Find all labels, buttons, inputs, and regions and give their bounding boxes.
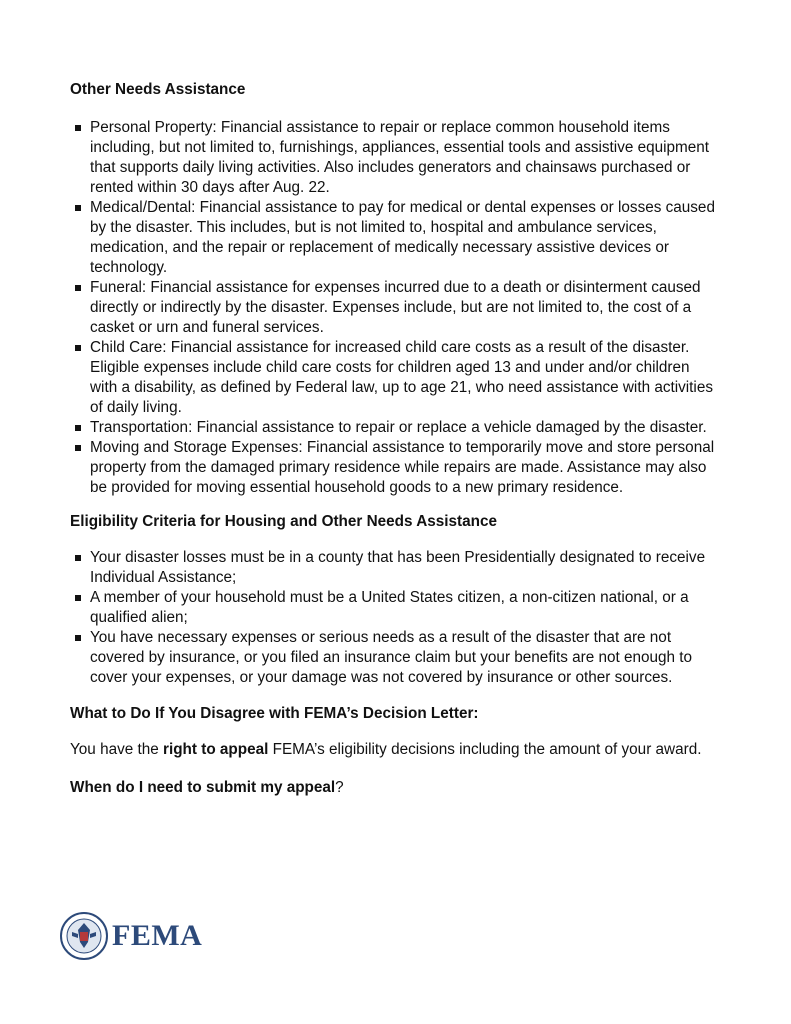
bullet-icon xyxy=(75,445,81,451)
other-needs-list xyxy=(70,118,720,498)
list-item: Funeral: Financial assistance for expenses incurred due to a death or disinterment caused directly or indirectly by the disaster. Expenses include, but are not limited to, the cost of a casket or urn and funeral services. xyxy=(70,278,720,338)
section-heading-other-needs: Other Needs Assistance xyxy=(70,81,246,98)
bullet-icon xyxy=(75,125,81,131)
list-item: Child Care: Financial assistance for increased child care costs as a result of the disaster. Eligible expenses include child care costs for children aged 13 and under and/or children with a disability, as defined by Federal law, up to age 21, who need assistance with activities of daily living. xyxy=(70,338,720,418)
eligibility-list xyxy=(70,548,720,688)
bullet-icon xyxy=(75,635,81,641)
list-item: You have necessary expenses or serious needs as a result of the disaster that are not covered by insurance, or you filed an insurance claim but your benefits are not enough to cover your expenses, or your damage was not covered by insurance or other sources. xyxy=(70,628,720,688)
list-item: Medical/Dental: Financial assistance to pay for medical or dental expenses or losses caused by the disaster. This includes, but is not limited to, hospital and ambulance services, medication, and the repair or replacement of medically necessary assistive devices or technology. xyxy=(70,198,720,278)
fema-logo xyxy=(60,910,205,962)
bullet-icon xyxy=(75,205,81,211)
list-item: Your disaster losses must be in a county that has been Presidentially designated to receive Individual Assistance; xyxy=(70,548,720,588)
section-heading-disagree: What to Do If You Disagree with FEMA’s Decision Letter: xyxy=(70,705,479,722)
section-heading-when-appeal: When do I need to submit my appeal? xyxy=(70,779,344,796)
bullet-icon xyxy=(75,285,81,291)
list-item: Personal Property: Financial assistance to repair or replace common household items including, but not limited to, furnishings, appliances, essential tools and assistive equipment that supports daily living activities. Also includes generators and chainsaws purchased or rented within 30 days after Aug. 22. xyxy=(70,118,720,198)
logo-text: FEMA xyxy=(112,919,203,952)
bullet-icon xyxy=(75,345,81,351)
list-item: Moving and Storage Expenses: Financial assistance to temporarily move and store personal property from the damaged primary residence while repairs are made. Assistance may also be provided for moving essential household goods to a new primary residence. xyxy=(70,438,720,498)
bullet-icon xyxy=(75,555,81,561)
document-body xyxy=(70,80,720,798)
dhs-seal-icon xyxy=(60,912,108,960)
list-item: Transportation: Financial assistance to repair or replace a vehicle damaged by the disaster. xyxy=(70,418,720,438)
bullet-icon xyxy=(75,425,81,431)
appeal-emphasis: right to appeal xyxy=(163,741,269,758)
section-heading-eligibility: Eligibility Criteria for Housing and Other Needs Assistance xyxy=(70,513,497,530)
appeal-paragraph: You have the right to appeal FEMA’s eligibility decisions including the amount of your award. xyxy=(70,741,702,758)
list-item: A member of your household must be a United States citizen, a non-citizen national, or a qualified alien; xyxy=(70,588,720,628)
bullet-icon xyxy=(75,595,81,601)
